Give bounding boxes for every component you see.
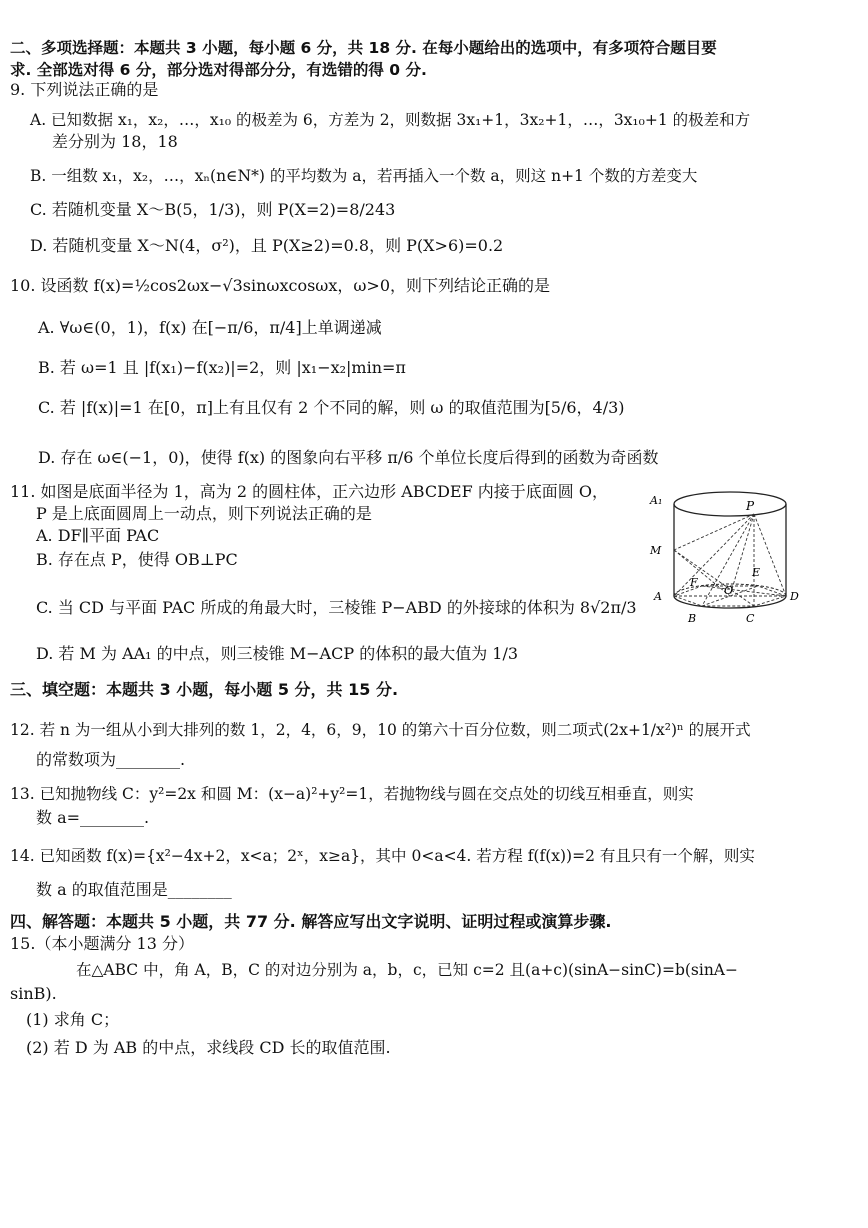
section-header-multiple-choice: 二、多项选择题：本题共 3 小题，每小题 6 分，共 18 分. 在每小题给出的选项中，有多项符合题目要 <box>10 39 717 57</box>
question-10-option-a: A. ∀ω∈(0，1)，f(x) 在[−π/6，π/4]上单调递减 <box>38 318 382 337</box>
question-11-option-b: B. 存在点 P，使得 OB⊥PC <box>36 550 238 569</box>
question-9-option-a-cont: 差分别为 18，18 <box>52 132 178 151</box>
question-11-option-c: C. 当 CD 与平面 PAC 所成的角最大时，三棱锥 P−ABD 的外接球的体积为 8√2π/3 <box>36 598 637 617</box>
cylinder-figure <box>636 482 812 632</box>
question-9-option-c: C. 若随机变量 X～B(5，1/3)，则 P(X=2)=8/243 <box>30 200 396 219</box>
question-9-option-a: A. 已知数据 x₁，x₂，…，x₁₀ 的极差为 6，方差为 2，则数据 3x₁+1，3x₂+1，…，3x₁₀+1 的极差和方 <box>30 111 751 129</box>
section-header-solutions: 四、解答题：本题共 5 小题，共 77 分. 解答应写出文字说明、证明过程或演算步骤. <box>10 912 612 931</box>
question-15-part-1: (1) 求角 C； <box>26 1010 120 1029</box>
question-9-option-d: D. 若随机变量 X～N(4，σ²)，且 P(X≥2)=0.8，则 P(X>6)=0.2 <box>30 236 504 255</box>
question-10-option-c: C. 若 |f(x)|=1 在[0，π]上有且仅有 2 个不同的解，则 ω 的取值范围为[5/6，4/3) <box>38 398 625 417</box>
label-d: D <box>790 590 799 603</box>
label-b: B <box>688 612 697 625</box>
label-m: M <box>650 544 662 557</box>
question-14: 14. 已知函数 f(x)={x²−4x+2，x<a；2ˣ，x≥a}，其中 0<a<4. 若方程 f(f(x))=2 有且只有一个解，则实 <box>10 847 755 865</box>
question-10-option-d: D. 存在 ω∈(−1，0)，使得 f(x) 的图象向右平移 π/6 个单位长度后得到的函数为奇函数 <box>38 448 659 467</box>
question-15: 15.（本小题满分 13 分） <box>10 934 194 953</box>
section-header-fill-in: 三、填空题：本题共 3 小题，每小题 5 分，共 15 分. <box>10 680 399 699</box>
question-10: 10. 设函数 f(x)=½cos2ωx−√3sinωxcosωx，ω>0，则下列结论正确的是 <box>10 276 551 295</box>
question-13: 13. 已知抛物线 C：y²=2x 和圆 M：(x−a)²+y²=1，若抛物线与圆在交点处的切线互相垂直，则实 <box>10 785 694 803</box>
question-15-part-2: (2) 若 D 为 AB 的中点，求线段 CD 长的取值范围. <box>26 1038 391 1057</box>
cylinder-top <box>674 492 786 516</box>
label-c: C <box>746 612 755 625</box>
question-15-body-cont: sinB). <box>10 984 57 1003</box>
question-9: 9. 下列说法正确的是 <box>10 80 159 99</box>
label-a: A <box>654 590 662 603</box>
question-11: 11. 如图是底面半径为 1，高为 2 的圆柱体，正六边形 ABCDEF 内接于底面圆 O， <box>10 482 608 501</box>
question-12: 12. 若 n 为一组从小到大排列的数 1，2，4，6，9，10 的第六十百分位数，则二项式(2x+1/x²)ⁿ 的展开式 <box>10 721 751 739</box>
question-15-body: 在△ABC 中，角 A，B，C 的对边分别为 a，b，c，已知 c=2 且(a+c)(sinA−sinC)=b(sinA− <box>76 961 738 979</box>
question-11-option-a: A. DF∥平面 PAC <box>36 526 160 545</box>
question-12-cont: 的常数项为________. <box>36 750 186 769</box>
question-14-cont: 数 a 的取值范围是________ <box>36 880 232 899</box>
question-13-cont: 数 a=________. <box>36 808 150 827</box>
label-e: E <box>752 566 761 579</box>
question-9-option-b: B. 一组数 x₁，x₂，…，xₙ(n∈N*) 的平均数为 a，若再插入一个数 a，则这 n+1 个数的方差变大 <box>30 167 698 185</box>
label-o: O <box>724 584 734 597</box>
label-a1: A₁ <box>650 494 663 507</box>
question-11-cont: P 是上底面圆周上一动点，则下列说法正确的是 <box>36 504 372 523</box>
question-11-option-d: D. 若 M 为 AA₁ 的中点，则三棱锥 M−ACP 的体积的最大值为 1/3 <box>36 644 519 663</box>
question-10-option-b: B. 若 ω=1 且 |f(x₁)−f(x₂)|=2，则 |x₁−x₂|min=π <box>38 358 406 377</box>
label-p: P <box>746 499 755 513</box>
label-f: F <box>690 576 698 589</box>
section-header-multiple-choice-cont: 求. 全部选对得 6 分，部分选对得部分分，有选错的得 0 分. <box>10 61 427 79</box>
